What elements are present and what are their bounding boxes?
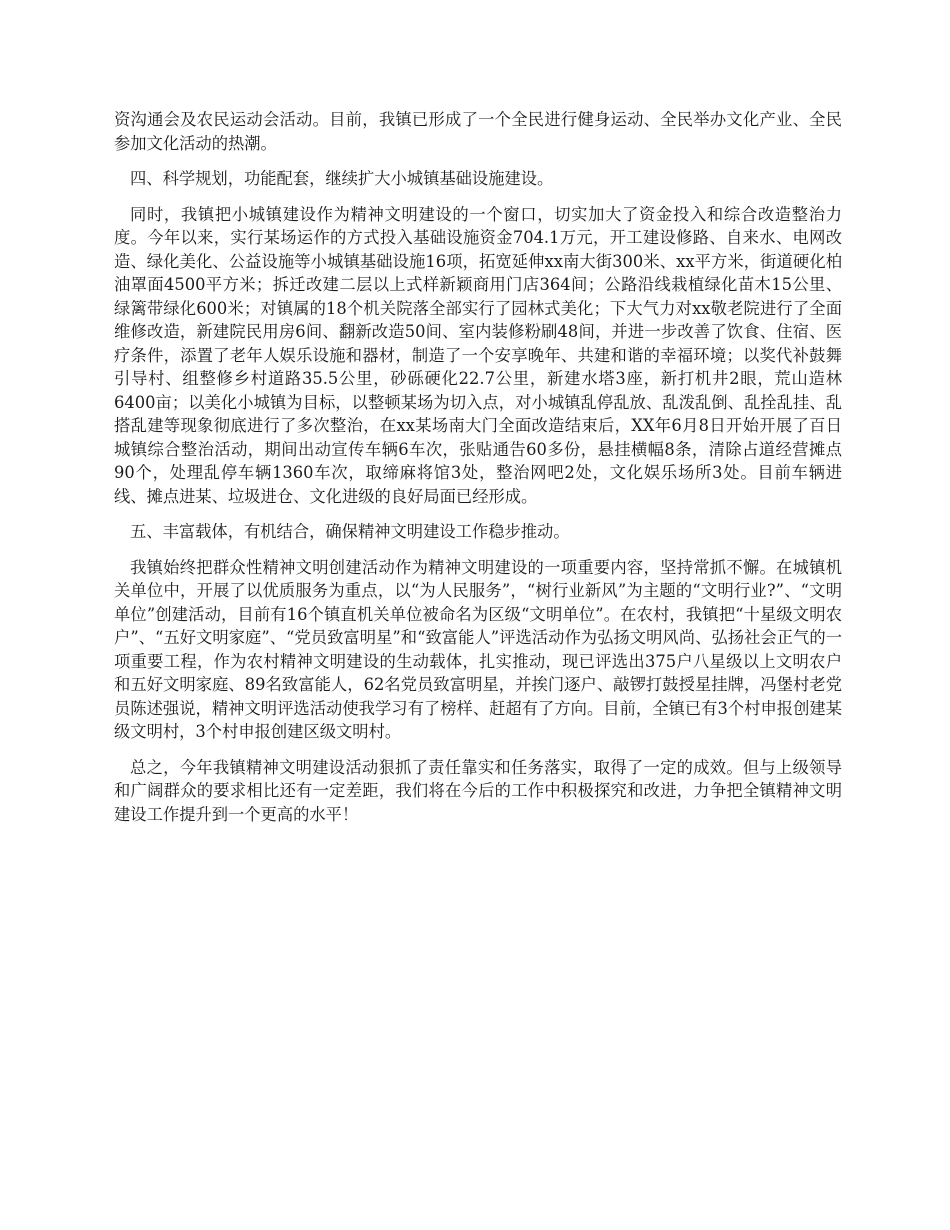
paragraph-conclusion: 总之，今年我镇精神文明建设活动狠抓了责任靠实和任务落实，取得了一定的成效。但与上级领导和广阔群众的要求相比还有一定差距，我们将在今后的工作中积极探究和改进，力争把全镇精神文明建设工作提升到一个更高的水平！ <box>114 757 842 824</box>
paragraph-continuation: 资沟通会及农民运动会活动。目前，我镇已形成了一个全民进行健身运动、全民举办文化产业、全民参加文化活动的热潮。 <box>114 110 842 153</box>
paragraph-civilization-activities: 我镇始终把群众性精神文明创建活动作为精神文明建设的一项重要内容，坚持常抓不懈。在城镇机关单位中，开展了以优质服务为重点，以“为人民服务”，“树行业新风”为主题的“文明行业?”、“文明单位”创建活动，目前有16个镇直机关单位被命名为区级“文明单位”。在农村，我镇把“十星级文明农户”、“五好文明家庭”、“党员致富明星”和“致富能人”评选活动作为弘扬文明风尚、弘扬社会正气的一项重要工程，作为农村精神文明建设的生动载体，扎实推动，现已评选出375户八星级以上文明农户和五好文明家庭、89名致富能人，62名党员致富明星，并挨门逐户、敲锣打鼓授星挂牌，冯堡村老党员陈述强说，精神文明评选活动使我学习有了榜样、赶超有了方向。目前，全镇已有3个村申报创建某级文明村，3个村申报创建区级文明村。 <box>114 557 842 741</box>
section-heading-four: 四、科学规划，功能配套，继续扩大小城镇基础设施建设。 <box>130 169 554 188</box>
section-heading-five: 五、丰富载体，有机结合，确保精神文明建设工作稳步推动。 <box>130 522 570 541</box>
document-body <box>114 108 842 838</box>
paragraph-infrastructure: 同时，我镇把小城镇建设作为精神文明建设的一个窗口，切实加大了资金投入和综合改造整治力度。今年以来，实行某场运作的方式投入基础设施资金704.1万元，开工建设修路、自来水、电网改造、绿化美化、公益设施等小城镇基础设施16项，拓宽延伸xx南大街300米、xx平方米，街道硬化柏油罩面4500平方米；拆迁改建二层以上式样新颖商用门店364间；公路沿线栽植绿化苗木15公里、绿篱带绿化600米；对镇属的18个机关院落全部实行了园林式美化；下大气力对xx敬老院进行了全面维修改造，新建院民用房6间、翻新改造50间、室内装修粉刷48间，并进一步改善了饮食、住宿、医疗条件，添置了老年人娱乐设施和器材，制造了一个安享晚年、共建和谐的幸福环境；以奖代补鼓舞引导村、组整修乡村道路35.5公里，砂砾硬化22.7公里，新建水塔3座，新打机井2眼，荒山造林6400亩；以美化小城镇为目标，以整顿某场为切入点，对小城镇乱停乱放、乱泼乱倒、乱拴乱挂、乱搭乱建等现象彻底进行了多次整治，在xx某场南大门全面改造结束后，XX年6月8日开始开展了百日城镇综合整治活动，期间出动宣传车辆6车次，张贴通告60多份，悬挂横幅8条，清除占道经营摊点90个，处理乱停车辆1360车次，取缔麻将馆3处，整治网吧2处，文化娱乐场所3处。目前车辆进线、摊点进某、垃圾进仓、文化进级的良好局面已经形成。 <box>114 204 842 506</box>
